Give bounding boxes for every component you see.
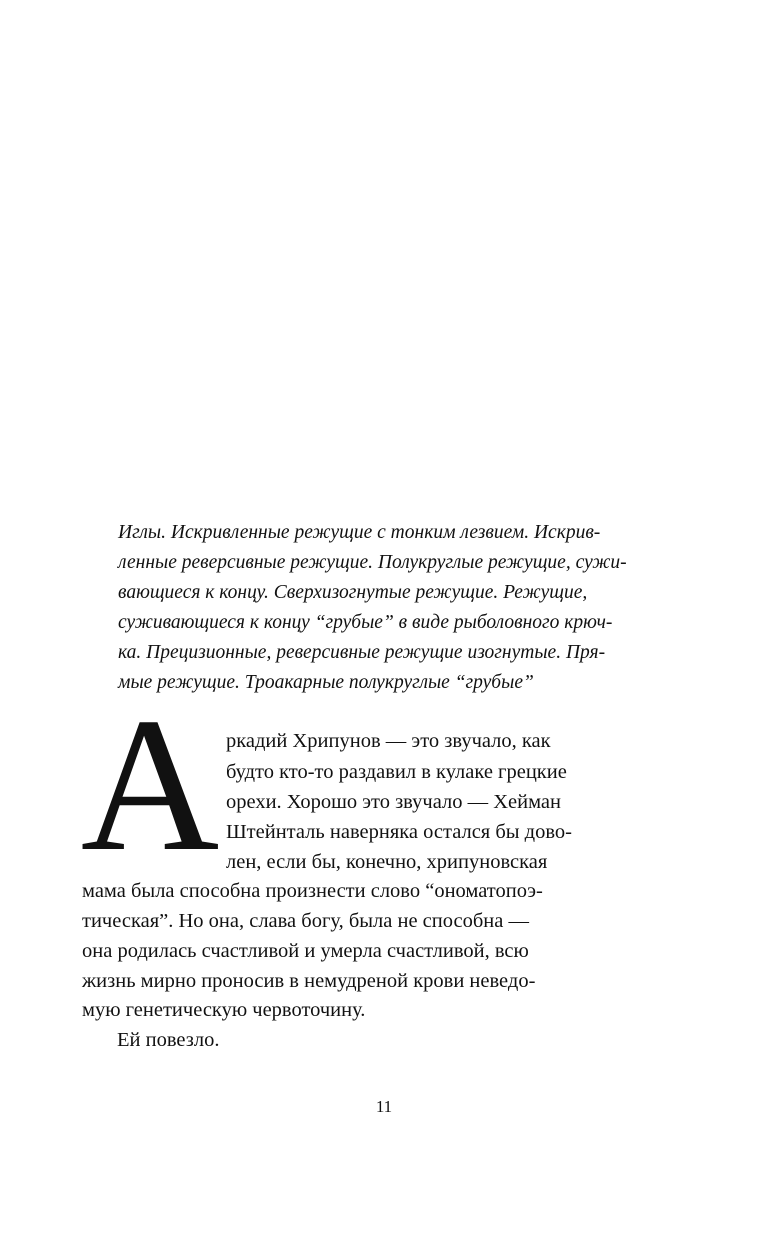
body-line: тическая”. Но она, слава богу, была не способна — (82, 910, 529, 932)
body-line: мама была способна произнести слово “ономатопоэ- (82, 880, 543, 902)
epigraph-line: вающиеся к концу. Сверхизогнутые режущие. Режущие, (118, 582, 588, 603)
epigraph-line: Иглы. Искривленные режущие с тонким лезвием. Искрив- (118, 522, 601, 543)
body-line: Ей повезло. (117, 1029, 220, 1051)
body-line: орехи. Хорошо это звучало — Хейман (226, 791, 562, 813)
body-line: она родилась счастливой и умерла счастливой, всю (82, 940, 529, 962)
body-line: лен, если бы, конечно, хрипуновская (226, 851, 548, 873)
epigraph-line: мые режущие. Троакарные полукруглые “грубые” (118, 672, 534, 693)
drop-cap: А (80, 678, 220, 891)
epigraph-line: ленные реверсивные режущие. Полукруглые режущие, сужи- (118, 552, 627, 573)
body-line: мую генетическую червоточину. (82, 999, 366, 1021)
page-number: 11 (375, 1097, 393, 1116)
epigraph-line: суживающиеся к концу “грубые” в виде рыболовного крюч- (118, 612, 613, 633)
body-line: жизнь мирно проносив в немудреной крови неведо- (82, 970, 536, 992)
epigraph-line: ка. Прецизионные, реверсивные режущие изогнутые. Пря- (118, 642, 606, 663)
body-line: будто кто-то раздавил в кулаке грецкие (226, 761, 567, 783)
body-line: ркадий Хрипунов — это звучало, как (226, 730, 551, 752)
body-line: Штейнталь наверняка остался бы дово- (226, 821, 572, 843)
